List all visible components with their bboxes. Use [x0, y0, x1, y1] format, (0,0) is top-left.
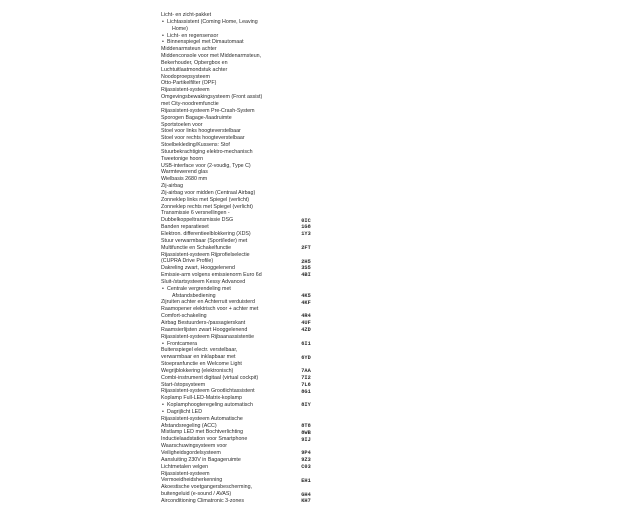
equipment-line: Koplamp Full-LED-Matrix-koplamp — [161, 395, 242, 402]
option-code: 4R4 — [301, 313, 311, 320]
equipment-line: Combi-instrument digitaal (virtual cockpit) — [161, 374, 259, 381]
equipment-line: Aansluiting 230V in Bagageruimte — [161, 456, 241, 463]
equipment-line: Airconditioning Climatronic 3-zones — [161, 497, 245, 504]
equipment-line: Rijassistent-systeem Automatische — [161, 415, 243, 422]
equipment-line: • Lichtassistent (Coming Home, Leaving — [161, 19, 301, 26]
option-code: 6I1 — [301, 340, 311, 347]
equipment-line: Afstandsregeling (ACC) — [161, 422, 217, 429]
equipment-line: Zonneklep links met Spiegel (verlicht) — [161, 196, 250, 203]
option-code: 8WB — [301, 429, 311, 436]
equipment-line: Transmissie 6 versnellingen - — [161, 210, 230, 217]
equipment-line: Stoelbekleding/Kussens: Stof — [161, 142, 230, 149]
equipment-line: • Koplamphoogteregeling automatisch — [161, 402, 301, 409]
option-code: 1Y3 — [301, 231, 311, 238]
equipment-line: Omgevingsbewakingsysteem (Front assist) — [161, 94, 263, 101]
option-code: 2H5 — [301, 258, 311, 265]
option-code: 0IC — [301, 217, 311, 224]
equipment-line: Banden reparatieset — [161, 224, 209, 231]
option-code: 8G1 — [301, 388, 311, 395]
equipment-line: Zij-airbag voor midden (Centraal Airbag) — [161, 189, 256, 196]
equipment-line: Waarschuwingsysteem voor — [161, 443, 228, 450]
equipment-line: Middenarmsteun achter — [161, 46, 217, 53]
equipment-line: Noodoproepsysteem — [161, 73, 210, 80]
equipment-line: Warmtewerend glas — [161, 169, 208, 176]
equipment-line: Licht- en zicht-pakket — [161, 12, 212, 18]
equipment-line: Emissie-arm volgens emissienorm Euro 6d — [161, 272, 262, 279]
equipment-line: met City-noodremfunctie — [161, 100, 219, 107]
equipment-line: verwarmbaar en inklapbaar met — [161, 354, 236, 361]
option-code: GH4 — [301, 491, 311, 498]
equipment-line: Stuurbekrachtiging elektro-mechanisch — [161, 148, 253, 155]
equipment-line: Rijassistent-systeem — [161, 87, 210, 94]
equipment-line: Home) — [172, 25, 188, 32]
equipment-line: buitengeluid (e-sound / AVAS) — [161, 491, 232, 498]
equipment-line: (CUPRA Drive Profile) — [161, 258, 214, 265]
equipment-line: • Binnenspiegel met Dimautomaat — [161, 39, 301, 46]
equipment-line: Zonneklep rechts met Spiegel (verlicht) — [161, 203, 253, 210]
equipment-line: Raamsierlijsten zwart Hooggelenend — [161, 326, 248, 333]
equipment-line: Raamopener elektrisch voor + achter met — [161, 306, 259, 313]
equipment-line: Stoepranfunctie en Welcome Light — [161, 361, 242, 368]
equipment-line: Luchtuitlaatmondstuk achter — [161, 66, 228, 73]
option-code: 7I2 — [301, 375, 311, 382]
equipment-list — [161, 12, 301, 505]
equipment-line: Veiligheidsgordelsysteem — [161, 450, 221, 456]
equipment-line: • Centrale vergrendeling met — [161, 286, 301, 293]
equipment-line: Zijruiten achter en Achterruit verduisterd — [161, 299, 255, 306]
option-code: 6YD — [301, 354, 311, 361]
option-code: 9P4 — [301, 450, 311, 457]
option-code-column — [292, 0, 322, 505]
equipment-line: Rijassistent-systeem Pre-Crash-System — [161, 107, 255, 114]
equipment-line: Middenconsole voor met Middenarmsteun, — [161, 53, 262, 60]
equipment-line: Afstandsbediening — [172, 292, 216, 299]
equipment-line: Rijassistent-systeem Rijprofielselectie — [161, 251, 250, 258]
option-code: 9Z3 — [301, 457, 311, 464]
equipment-line: Dakreling zwart, Hooggelenend — [161, 265, 235, 272]
option-code: 4ZD — [301, 327, 311, 334]
equipment-line: Tweetonige hoorn — [161, 155, 204, 162]
option-code: KH7 — [301, 498, 311, 505]
option-code: EH1 — [301, 477, 311, 484]
equipment-line: Sportstoelen voor — [161, 121, 203, 128]
option-code: 4KF — [301, 299, 311, 306]
equipment-line: Multifunctie en Schakelfunctie — [161, 244, 232, 251]
option-code: 2FT — [301, 244, 311, 251]
equipment-line: Stoel voor links hoogteverstelbaar — [161, 128, 241, 135]
equipment-line: Zij-airbag — [161, 183, 184, 190]
option-code: 7L6 — [301, 381, 311, 388]
equipment-line: Dubbelkoppeltransmissie DSG — [161, 217, 234, 224]
equipment-line: Otto-Partikelfilter (OPF) — [161, 80, 217, 87]
equipment-line: Stoel voor rechts hoogteverstelbaar — [161, 135, 245, 142]
equipment-line: • Licht- en regensensor — [161, 33, 301, 40]
equipment-line: Inductielaadstation voor Smartphone — [161, 436, 248, 443]
equipment-line: Airbag Bestuurders-/passagierskant — [161, 319, 246, 326]
equipment-line: Elektron. differentieelblokkering (XDS) — [161, 231, 251, 237]
equipment-line: Lichtmetalen velgen — [161, 463, 209, 470]
equipment-line: Wegrijblokkering (elektronisch) — [161, 367, 234, 374]
equipment-line: Sporogen Bagage-/laadruimte — [161, 114, 232, 121]
equipment-line: • Frontcamera — [161, 341, 301, 348]
equipment-line: Sluit-/startsysteem Kessy Advanced — [161, 278, 246, 285]
equipment-line: Comfort-schakeling — [161, 313, 207, 320]
option-code: 4K5 — [301, 292, 311, 299]
option-code: 3S5 — [301, 265, 311, 272]
option-code: 1G8 — [301, 224, 311, 231]
equipment-line: Rijassistent-systeem Grootlichtassistent — [161, 388, 255, 395]
equipment-line: Bekerhouder, Opbergbox en — [161, 59, 228, 66]
equipment-line: Wielbasis 2680 mm — [161, 176, 208, 183]
option-code: 9IJ — [301, 436, 311, 443]
equipment-line: Buitenspiegel electr. verstelbaar, — [161, 347, 238, 354]
equipment-line: • Dagrijlicht LED — [161, 409, 301, 416]
equipment-line: Start-/stopsysteem — [161, 381, 206, 388]
option-code: C03 — [301, 464, 311, 471]
equipment-line: Vermoeidheidsherkenning — [161, 477, 223, 484]
equipment-line: Rijassistent-systeem Rijbaanassistentie — [161, 333, 255, 340]
option-code: 8IY — [301, 402, 311, 409]
equipment-line: Rijassistent-systeem — [161, 470, 210, 477]
equipment-line: Akoestische voetgangersbescherming, — [161, 484, 252, 491]
equipment-line: Stuur verwarmbaar (Sport/leder) met — [161, 237, 248, 244]
option-code: 8T8 — [301, 423, 311, 429]
equipment-line: Mistlamp LED met Bochtverlichting — [161, 429, 244, 436]
equipment-line: USB-interface voor (2-voudig, Type C) — [161, 162, 251, 169]
option-code: 4UF — [301, 320, 311, 327]
option-code: 7AA — [301, 368, 311, 375]
option-code: 4BI — [301, 272, 311, 279]
